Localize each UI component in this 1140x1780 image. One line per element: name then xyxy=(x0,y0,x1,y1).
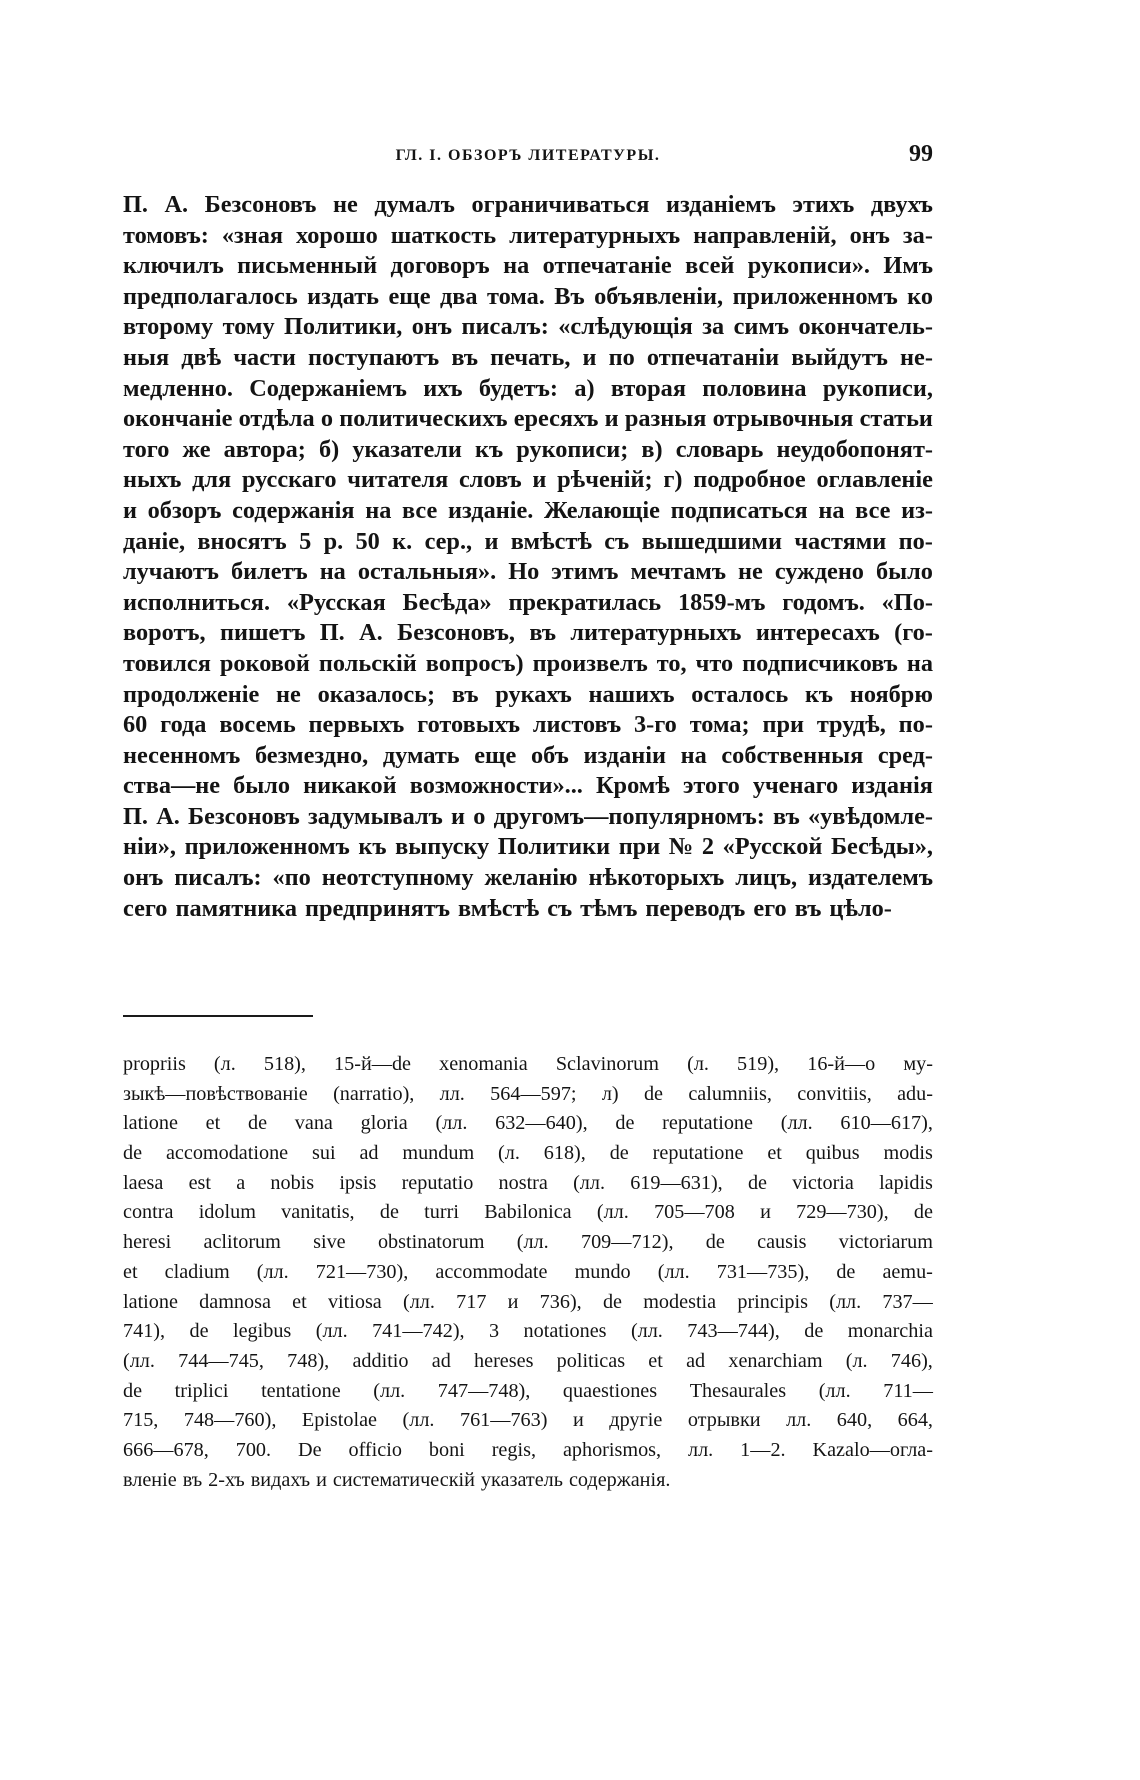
text-line: и обзоръ содержанія на все изданіе. Желающіе подписаться на все из- xyxy=(123,496,933,524)
text-line: сего памятника предпринятъ вмѣстѣ съ тѣмъ переводъ его въ цѣло- xyxy=(123,894,892,922)
footnote-line: (лл. 744—745, 748), additio ad hereses politicas et ad xenarchiam (л. 746), xyxy=(123,1349,933,1372)
text-line: несенномъ безмездно, думать еще объ изданіи на собственныя сред- xyxy=(123,741,933,769)
footnote-line: laesa est a nobis ipsis reputatio nostra (лл. 619—631), de victoria lapidis xyxy=(123,1171,933,1194)
footnote-line: de accomodatione sui ad mundum (л. 618), de reputatione et quibus modis xyxy=(123,1142,933,1165)
text-line: ныхъ для русскаго читателя словъ и рѣченій; г) подробное оглавленіе xyxy=(123,466,933,494)
footnote-line: latione et de vana gloria (лл. 632—640), de reputatione (лл. 610—617), xyxy=(123,1112,933,1135)
text-line: даніе, вносятъ 5 р. 50 к. сер., и вмѣстѣ съ вышедшими частями по- xyxy=(123,527,933,555)
footnote-line: зыкѣ—повѣствованіе (narratio), лл. 564—597; л) de calumniis, convitiis, adu- xyxy=(123,1082,933,1105)
footnote-line: et cladium (лл. 721—730), accommodate mundo (лл. 731—735), de aemu- xyxy=(123,1260,933,1283)
footnote-line: 666—678, 700. De officio boni regis, aphorismos, лл. 1—2. Kazalo—огла- xyxy=(123,1438,933,1461)
footnote-line: propriis (л. 518), 15-й—de xenomania Sclavinorum (л. 519), 16-й—о му- xyxy=(123,1053,933,1075)
text-line: окончаніе отдѣла о политическихъ ересяхъ и разныя отрывочныя статьи xyxy=(123,405,933,433)
text-line: ключилъ письменный договоръ на отпечатаніе всей рукописи». Имъ xyxy=(123,252,933,280)
footnote-line: вленіе въ 2-хъ видахъ и систематическій указатель содержанія. xyxy=(123,1468,671,1491)
text-line: воротъ, пишетъ П. А. Безсоновъ, въ литературныхъ интересахъ (го- xyxy=(123,619,933,647)
text-line: П. А. Безсоновъ задумывалъ и о другомъ—популярномъ: въ «увѣдомле- xyxy=(123,802,933,830)
text-line: второму тому Политики, онъ писалъ: «слѣдующія за симъ окончатель- xyxy=(123,313,933,341)
text-line: исполниться. «Русская Бесѣда» прекратилась 1859-мъ годомъ. «По- xyxy=(123,588,933,616)
text-line: томовъ: «зная хорошо шаткость литературныхъ направленій, онъ за- xyxy=(123,221,933,249)
footnote-line: de triplici tentatione (лл. 747—748), quaestiones Thesaurales (лл. 711— xyxy=(123,1379,933,1402)
footnote-text xyxy=(123,1050,933,1495)
text-line: онъ писалъ: «по неотступному желанію нѣкоторыхъ лицъ, издателемъ xyxy=(123,864,933,892)
text-line: ніи», приложенномъ къ выпуску Политики при № 2 «Русской Бесѣды», xyxy=(123,833,933,861)
footnote-line: heresi aclitorum sive obstinatorum (лл. 709—712), de causis victoriarum xyxy=(123,1231,933,1254)
text-line: предполагалось издать еще два тома. Въ объявленіи, приложенномъ ко xyxy=(123,282,933,310)
text-line: товился роковой польскій вопросъ) произвелъ то, что подписчиковъ на xyxy=(123,649,933,677)
page-number: 99 xyxy=(909,141,933,167)
footnote-line: 741), de legibus (лл. 741—742), 3 notationes (лл. 743—744), de monarchia xyxy=(123,1320,933,1343)
text-line: 60 года восемь первыхъ готовыхъ листовъ 3-го тома; при трудѣ, по- xyxy=(123,711,933,739)
footnote-line: latione damnosa et vitiosa (лл. 717 и 736), de modestia principis (лл. 737— xyxy=(123,1290,933,1313)
text-line: лучаютъ билетъ на остальныя». Но этимъ мечтамъ не суждено было xyxy=(123,558,933,586)
text-line: продолженіе не оказалось; въ рукахъ нашихъ осталось къ ноябрю xyxy=(123,680,933,708)
footnote-line: 715, 748—760), Epistolae (лл. 761—763) и другіе отрывки лл. 640, 664, xyxy=(123,1409,933,1432)
text-line: медленно. Содержаніемъ ихъ будетъ: а) вторая половина рукописи, xyxy=(123,374,933,402)
running-head: ГЛ. I. ОБЗОРЪ ЛИТЕРАТУРЫ. xyxy=(395,147,661,164)
footnote-line: contra idolum vanitatis, de turri Babilonica (лл. 705—708 и 729—730), de xyxy=(123,1201,933,1224)
footnote-divider xyxy=(123,1015,313,1017)
text-line: П. А. Безсоновъ не думалъ ограничиваться изданіемъ этихъ двухъ xyxy=(123,191,933,218)
text-line: ства—не было никакой возможности»... Кромѣ этого ученаго изданія xyxy=(123,772,933,800)
text-line: ныя двѣ части поступаютъ въ печать, и по отпечатаніи выйдутъ не- xyxy=(123,343,933,371)
page-header xyxy=(123,141,933,181)
text-line: того же автора; б) указатели къ рукописи; в) словарь неудобопонят- xyxy=(123,435,933,463)
main-text xyxy=(123,190,933,924)
